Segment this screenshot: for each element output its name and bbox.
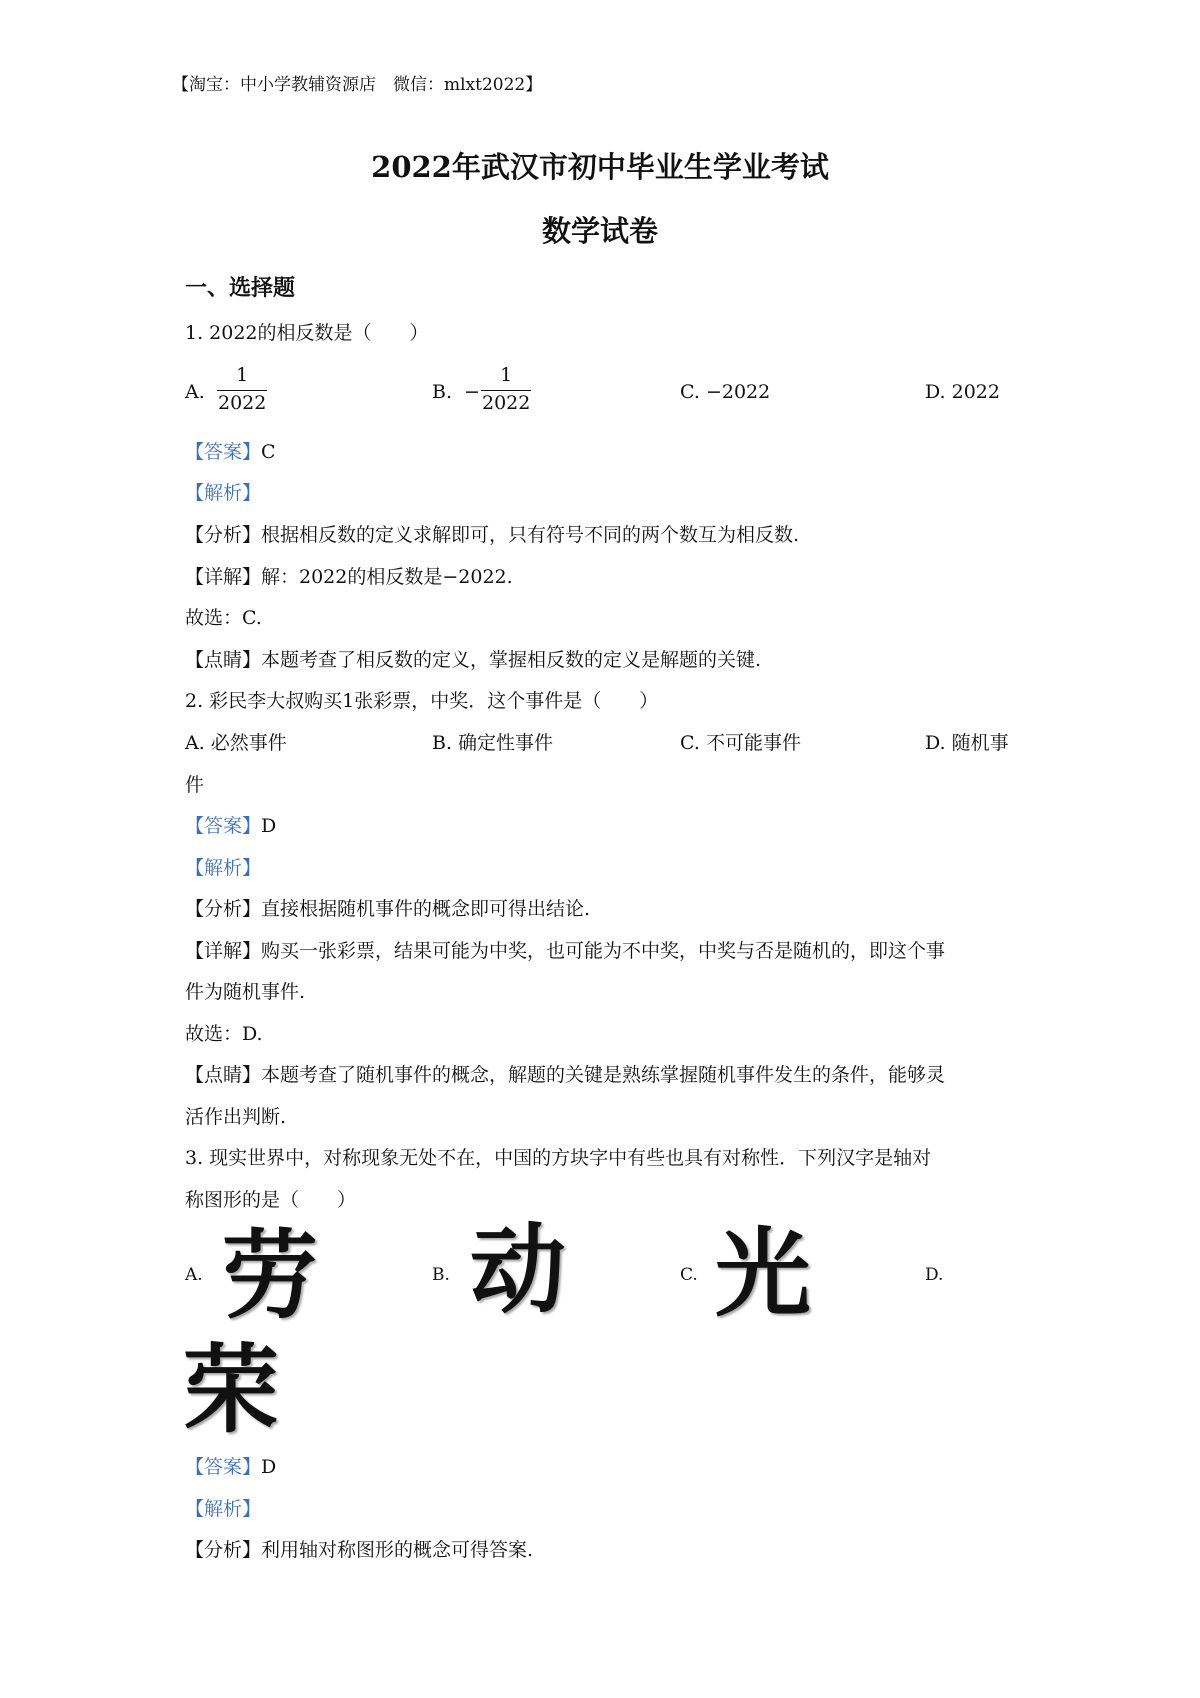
page-title: 2022年武汉市初中毕业生学业考试 bbox=[371, 150, 829, 184]
q3-fenxi: 【分析】利用轴对称图形的概念可得答案. bbox=[185, 1539, 534, 1561]
q1-option-a-fraction bbox=[214, 365, 270, 415]
q1-option-a-label: A. bbox=[185, 381, 205, 403]
q1-fenxi: 【分析】根据相反数的定义求解即可，只有符号不同的两个数互为相反数. bbox=[185, 524, 800, 546]
q1-stem: 1. 2022的相反数是（ ） bbox=[185, 322, 429, 344]
q3-option-b-char: 动 bbox=[470, 1214, 566, 1326]
q1-option-b-label: B. bbox=[432, 381, 453, 403]
q2-dianjing-2: 活作出判断. bbox=[185, 1106, 287, 1128]
q3-option-c-char: 光 bbox=[715, 1218, 811, 1330]
q3-stem-2: 称图形的是（ ） bbox=[185, 1189, 357, 1211]
q1-guxuan: 故选：C. bbox=[185, 607, 262, 629]
fraction-bar bbox=[481, 390, 531, 391]
answer-tag: 【答案】 bbox=[185, 1456, 262, 1478]
answer-tag: 【答案】 bbox=[185, 815, 262, 837]
q1-answer: C bbox=[261, 441, 276, 463]
q2-option-c: C. 不可能事件 bbox=[680, 732, 801, 754]
q1-option-d: D. 2022 bbox=[925, 381, 1000, 403]
fraction-bar bbox=[217, 390, 267, 391]
q1-option-c: C. −2022 bbox=[680, 381, 771, 403]
q1-option-b-numerator: 1 bbox=[500, 364, 513, 386]
q1-dianjing: 【点睛】本题考查了相反数的定义，掌握相反数的定义是解题的关键. bbox=[185, 649, 762, 671]
q1-analysis-tag: 【解析】 bbox=[185, 482, 262, 504]
q3-option-c-label: C. bbox=[680, 1265, 698, 1285]
q3-stem-1: 3. 现实世界中，对称现象无处不在，中国的方块字中有些也具有对称性．下列汉字是轴对 bbox=[185, 1147, 932, 1169]
q2-option-d: D. 随机事 bbox=[925, 732, 1009, 754]
q1-option-a-numerator: 1 bbox=[236, 364, 249, 386]
q2-xiangjie-1: 【详解】购买一张彩票，结果可能为中奖，也可能为不中奖，中奖与否是随机的，即这个事 bbox=[185, 940, 946, 962]
q2-dianjing-1: 【点睛】本题考查了随机事件的概念，解题的关键是熟练掌握随机事件发生的条件，能够灵 bbox=[185, 1064, 946, 1086]
q3-answer-line bbox=[185, 1456, 276, 1479]
q3-option-d-char: 荣 bbox=[183, 1334, 279, 1446]
q2-answer: D bbox=[261, 815, 277, 837]
q2-fenxi: 【分析】直接根据随机事件的概念即可得出结论. bbox=[185, 898, 591, 920]
q3-option-a-char: 劳 bbox=[222, 1220, 318, 1332]
q2-xiangjie-2: 件为随机事件. bbox=[185, 981, 306, 1003]
q2-stem: 2. 彩民李大叔购买1张彩票，中奖．这个事件是（ ） bbox=[185, 690, 659, 712]
q2-option-a: A. 必然事件 bbox=[185, 732, 287, 754]
q1-xiangjie: 【详解】解：2022的相反数是−2022. bbox=[185, 566, 513, 588]
q2-guxuan: 故选：D. bbox=[185, 1023, 263, 1045]
q3-option-a-label: A. bbox=[185, 1265, 203, 1285]
q3-option-b-label: B. bbox=[432, 1265, 450, 1285]
q3-analysis-tag: 【解析】 bbox=[185, 1498, 262, 1520]
q1-option-b-fraction bbox=[478, 365, 534, 415]
q2-analysis-tag: 【解析】 bbox=[185, 857, 262, 879]
q3-answer: D bbox=[261, 1456, 277, 1478]
answer-tag: 【答案】 bbox=[185, 441, 262, 463]
q2-option-b: B. 确定性事件 bbox=[432, 732, 554, 754]
q1-answer-line bbox=[185, 441, 276, 464]
page-subtitle: 数学试卷 bbox=[541, 214, 658, 248]
q3-option-d-label: D. bbox=[925, 1265, 944, 1285]
q1-option-a-denominator: 2022 bbox=[218, 391, 267, 414]
q1-option-b-denominator: 2022 bbox=[482, 391, 531, 414]
q2-option-d-wrap: 件 bbox=[185, 774, 205, 796]
section-heading: 一、选择题 bbox=[185, 275, 296, 301]
header-note: 【淘宝：中小学教辅资源店 微信：mlxt2022】 bbox=[172, 75, 543, 95]
q1-option-b-sign: − bbox=[464, 381, 480, 403]
q2-answer-line bbox=[185, 815, 276, 838]
